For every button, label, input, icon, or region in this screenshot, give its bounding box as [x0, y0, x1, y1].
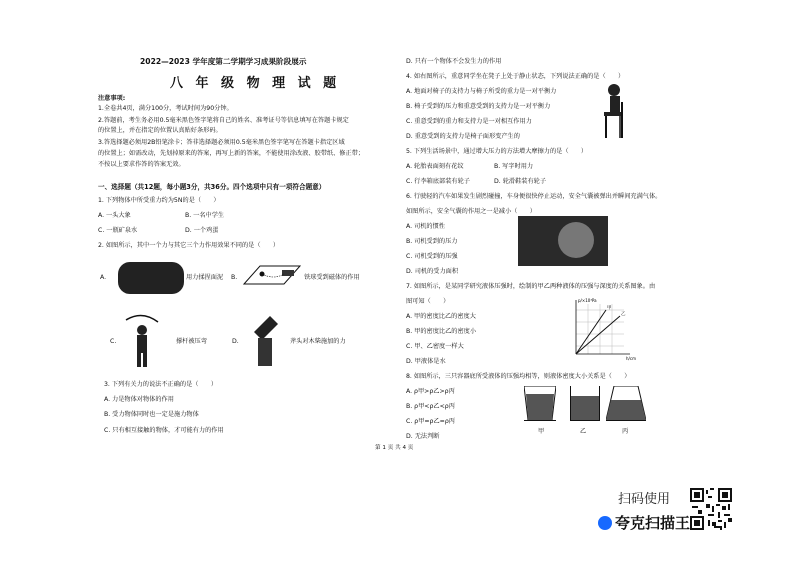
- q6-option-a: A. 司机的惯性: [406, 223, 445, 230]
- q8-stem: 8. 如图所示，三只容器底所受液体的压强均相等，则液体密度大小关系是（ ）: [406, 373, 631, 380]
- q6-option-d: D. 司机的受力面积: [406, 268, 459, 275]
- q2-b-label: B.: [231, 274, 238, 281]
- q2-a-text: 用力揉捏面泥: [186, 274, 224, 281]
- note-2b: 的位置上，并在指定的位置认真贴好条形码。: [98, 127, 222, 134]
- q2-stem: 2. 如图所示，其中一个力与其它三个力作用效果不同的是（ ）: [98, 242, 280, 249]
- note-3c: 不按以上要求作答的答案无效。: [98, 161, 185, 168]
- q2-c-label: C.: [110, 338, 117, 345]
- q5-stem: 5. 下列生活场景中，通过增大压力的方法增大摩擦力的是（ ）: [406, 148, 588, 155]
- pressure-depth-graph: [566, 296, 642, 362]
- container-yi: [570, 386, 600, 421]
- scanner-logo-icon: [598, 516, 612, 530]
- page-footer: 第 1 页 共 4 页: [375, 445, 414, 451]
- q1-option-b: B. 一名中学生: [185, 212, 225, 219]
- q4-option-b: B. 椅子受到的压力和重意受到的支持力是一对平衡力: [406, 103, 551, 110]
- airbag-photo: [518, 216, 608, 266]
- q7-option-b: B. 甲的密度比乙的密度小: [406, 328, 477, 335]
- section-1-heading: 一、选择题（共12题，每小题3分，共36分。四个选项中只有一项符合题意）: [98, 183, 326, 191]
- qr-code-icon[interactable]: [690, 488, 732, 530]
- q7-option-a: A. 甲的密度比乙的密度大: [406, 313, 476, 320]
- scanner-brand-name: 夸克扫描王: [615, 514, 691, 532]
- graph-line-jia: 甲: [607, 306, 612, 311]
- container-bing: [606, 386, 646, 421]
- q2-b-text: 铁球受到磁体的作用: [304, 274, 360, 281]
- q3-option-a: A. 力是物体对物体的作用: [104, 396, 174, 403]
- notes-heading: 注意事项:: [98, 95, 126, 102]
- q1-option-d: D. 一个鸡蛋: [185, 227, 219, 234]
- pole-vault-image: [122, 310, 162, 370]
- q5-option-c: C. 行李箱底部装有轮子: [406, 178, 470, 185]
- q3-stem: 3. 下列有关力的说法不正确的是（ ）: [104, 381, 218, 388]
- exam-header-title: 2022—2023 学年度第二学期学习成果阶段展示: [140, 57, 307, 66]
- q2-c-text: 撑杆被压弯: [176, 338, 207, 345]
- q2-a-label: A.: [100, 274, 107, 281]
- note-3b: 的位置上；如需改动，先划掉原来的答案，再写上新的答案，不能使用涂改液、胶带纸、修正带；: [98, 150, 365, 157]
- q1-option-a: A. 一头大象: [98, 212, 131, 219]
- scan-watermark-text: 扫码使用: [618, 492, 671, 507]
- q5-option-b: B. 写字时用力: [494, 163, 534, 170]
- hands-dough-image: [118, 262, 184, 294]
- q7-stem-1: 7. 如图所示，是某同学研究液体压强时，绘制的甲乙两种液体的压强与深度的关系图象。由: [406, 283, 656, 290]
- scanner-brand: [598, 512, 690, 533]
- q8-option-b: B. ρ甲<ρ乙<ρ丙: [406, 403, 455, 410]
- note-1: 1.全卷共4页，满分100分，考试时间为90分钟。: [98, 105, 233, 112]
- girl-on-chair-image: [600, 82, 636, 140]
- q6-option-c: C. 司机受到的压强: [406, 253, 458, 260]
- exam-subject-title: 八 年 级 物 理 试 题: [170, 76, 341, 91]
- q5-option-d: D. 轮滑鞋装有轮子: [494, 178, 547, 185]
- q2-d-text: 斧头对木柴施加的力: [290, 338, 346, 345]
- q7-option-d: D. 甲液体是水: [406, 358, 446, 365]
- q4-option-c: C. 重意受到的重力和支持力是一对相互作用力: [406, 118, 532, 125]
- q3-option-c: C. 只有相互接触的物体，才可能有力的作用: [104, 427, 224, 434]
- label-jia: 甲: [538, 428, 545, 435]
- axe-wood-image: [250, 312, 286, 368]
- q3-option-d: D. 只有一个物体不会发生力的作用: [406, 58, 502, 65]
- q7-stem-2: 图可知（ ）: [406, 298, 450, 305]
- q1-option-c: C. 一瓶矿泉水: [98, 227, 138, 234]
- graph-line-yi: 乙: [621, 312, 626, 317]
- q5-option-a: A. 轮胎表面刻有花纹: [406, 163, 464, 170]
- q2-d-label: D.: [232, 338, 239, 345]
- q4-option-d: D. 重意受到的支持力是椅子面形变产生的: [406, 133, 520, 140]
- note-2a: 2.答题前，考生务必用0.5毫米黑色签字笔将自己的姓名、准考证号等信息填写在答题卡规定: [98, 117, 349, 124]
- q4-option-a: A. 地面对椅子的支持力与椅子所受的重力是一对平衡力: [406, 88, 557, 95]
- q8-option-c: C. ρ甲=ρ乙=ρ丙: [406, 418, 455, 425]
- q7-option-c: C. 甲、乙密度一样大: [406, 343, 464, 350]
- q6-option-b: B. 司机受到的压力: [406, 238, 458, 245]
- q8-option-a: A. ρ甲>ρ乙>ρ丙: [406, 388, 455, 395]
- note-3a: 3.答选择题必须用2B铅笔涂卡；答非选择题必须用0.5毫米黑色签字笔写在答题卡指定区域: [98, 139, 345, 146]
- q4-stem: 4. 如右图所示，重意同学坐在凳子上处于静止状态，下列说法正确的是（ ）: [406, 73, 625, 80]
- graph-x-label: h/cm: [626, 356, 636, 361]
- container-jia: [524, 386, 556, 421]
- q3-option-b: B. 受力物体同时也一定是施力物体: [104, 411, 199, 418]
- label-yi: 乙: [580, 428, 587, 435]
- airbag-shape: [558, 222, 594, 258]
- q6-stem-2: 如图所示，安全气囊的作用之一是减小（ ）: [406, 208, 536, 215]
- q6-stem-1: 6. 行驶轻的汽车如果发生剧烈碰撞，车身便很快停止运动，安全气囊被弹出并瞬间充满气体。: [406, 193, 662, 200]
- magnet-ball-image: [240, 260, 302, 292]
- q8-option-d: D. 无法判断: [406, 433, 440, 440]
- label-bing: 丙: [622, 428, 629, 435]
- graph-y-label: p/×10³Pa: [578, 298, 597, 303]
- q1-stem: 1. 下列物体中所受重力约为5N的是（ ）: [98, 197, 220, 204]
- container-yi-liquid: [571, 396, 599, 420]
